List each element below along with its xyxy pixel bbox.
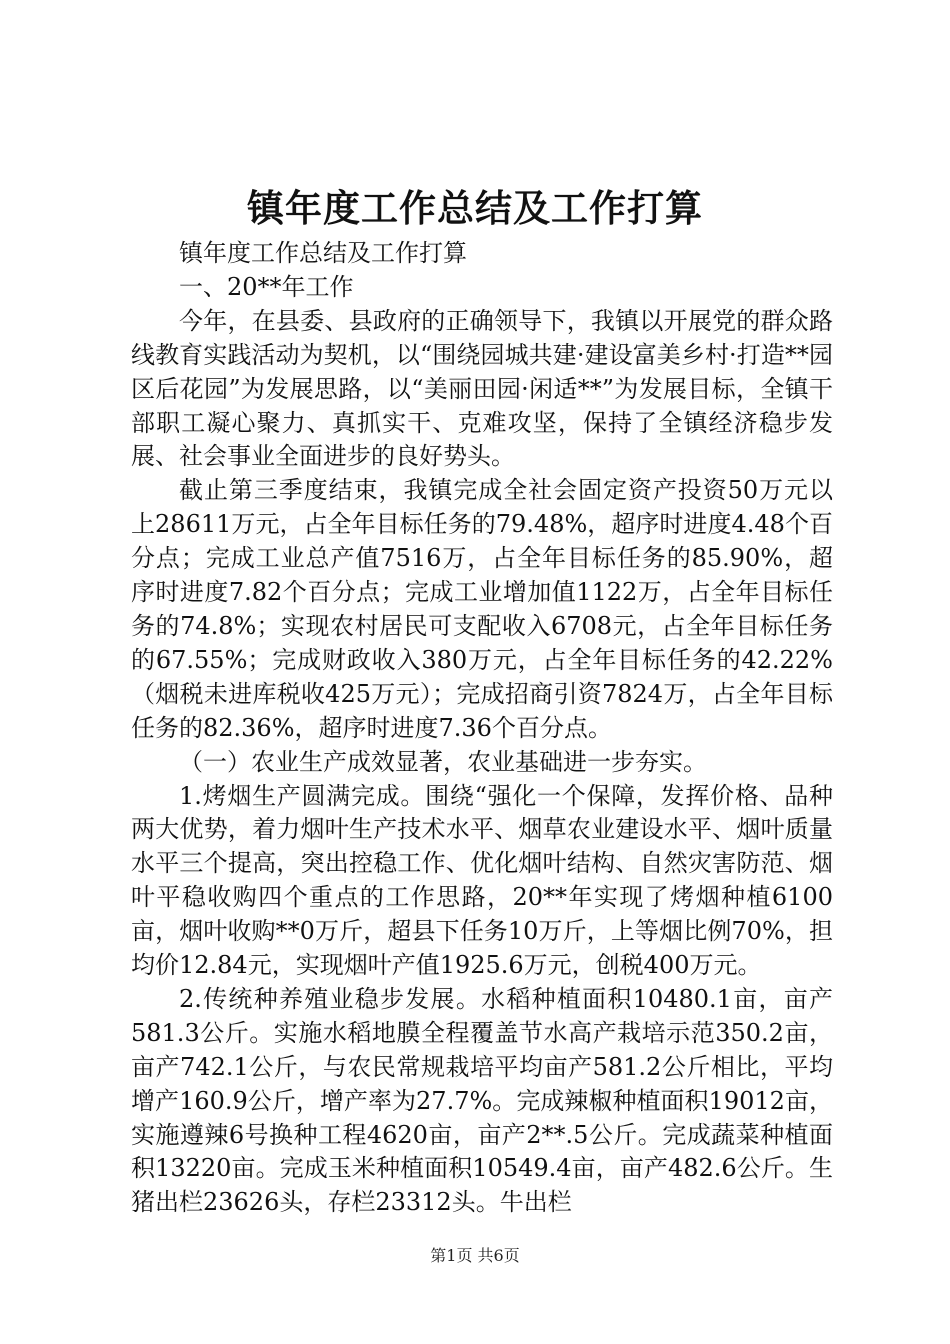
document-body bbox=[131, 237, 833, 1220]
subtitle-paragraph: 镇年度工作总结及工作打算 bbox=[179, 239, 467, 267]
body-paragraph: 2.传统种养殖业稳步发展。水稻种植面积10480.1亩，亩产581.3公斤。实施水稻地膜全程覆盖节水高产栽培示范350.2亩，亩产742.1公斤，与农民常规栽培平均亩产581.2公斤相比，平均增产160.9公斤，增产率为27.7%。完成辣椒种植面积19012亩，实施遵辣6号换种工程4620亩，亩产2**.5公斤。完成蔬菜种植面积13220亩。完成玉米种植面积10549.4亩，亩产482.6公斤。生猪出栏23626头，存栏23312头。牛出栏 bbox=[131, 984, 833, 1217]
section-heading: 一、20**年工作 bbox=[179, 272, 354, 301]
body-paragraph: 1.烤烟生产圆满完成。围绕“强化一个保障，发挥价格、品种两大优势，着力烟叶生产技术水平、烟草农业建设水平、烟叶质量水平三个提高，突出控稳工作、优化烟叶结构、自然灾害防范、烟叶平稳收购四个重点的工作思路，20**年实现了烤烟种植6100亩，烟叶收购**0万斤，超县下任务10万斤，上等烟比例70%，担均价12.84元，实现烟叶产值1925.6万元，创税400万元。 bbox=[131, 781, 833, 980]
document-title: 镇年度工作总结及工作打算 bbox=[247, 186, 703, 230]
body-paragraph: 今年，在县委、县政府的正确领导下，我镇以开展党的群众路线教育实践活动为契机，以“围绕园城共建·建设富美乡村·打造**园区后花园”为发展思路，以“美丽田园·闲适**”为发展目标，全镇干部职工凝心聚力、真抓实干、克难攻坚，保持了全镇经济稳步发展、社会事业全面进步的良好势头。 bbox=[131, 306, 833, 471]
body-paragraph: 截止第三季度结束，我镇完成全社会固定资产投资50万元以上28611万元，占全年目标任务的79.48%，超序时进度4.48个百分点；完成工业总产值7516万，占全年目标任务的85.90%，超序时进度7.82个百分点；完成工业增加值1122万，占全年目标任务的74.8%；实现农村居民可支配收入6708元，占全年目标任务的67.55%；完成财政收入380万元，占全年目标任务的42.22%（烟税未进库税收425万元）；完成招商引资7824万，占全年目标任务的82.36%，超序时进度7.36个百分点。 bbox=[131, 476, 833, 742]
page-number-footer: 第1页 共6页 bbox=[430, 1246, 520, 1265]
subsection-heading: （一）农业生产成效显著，农业基础进一步夯实。 bbox=[179, 747, 707, 776]
